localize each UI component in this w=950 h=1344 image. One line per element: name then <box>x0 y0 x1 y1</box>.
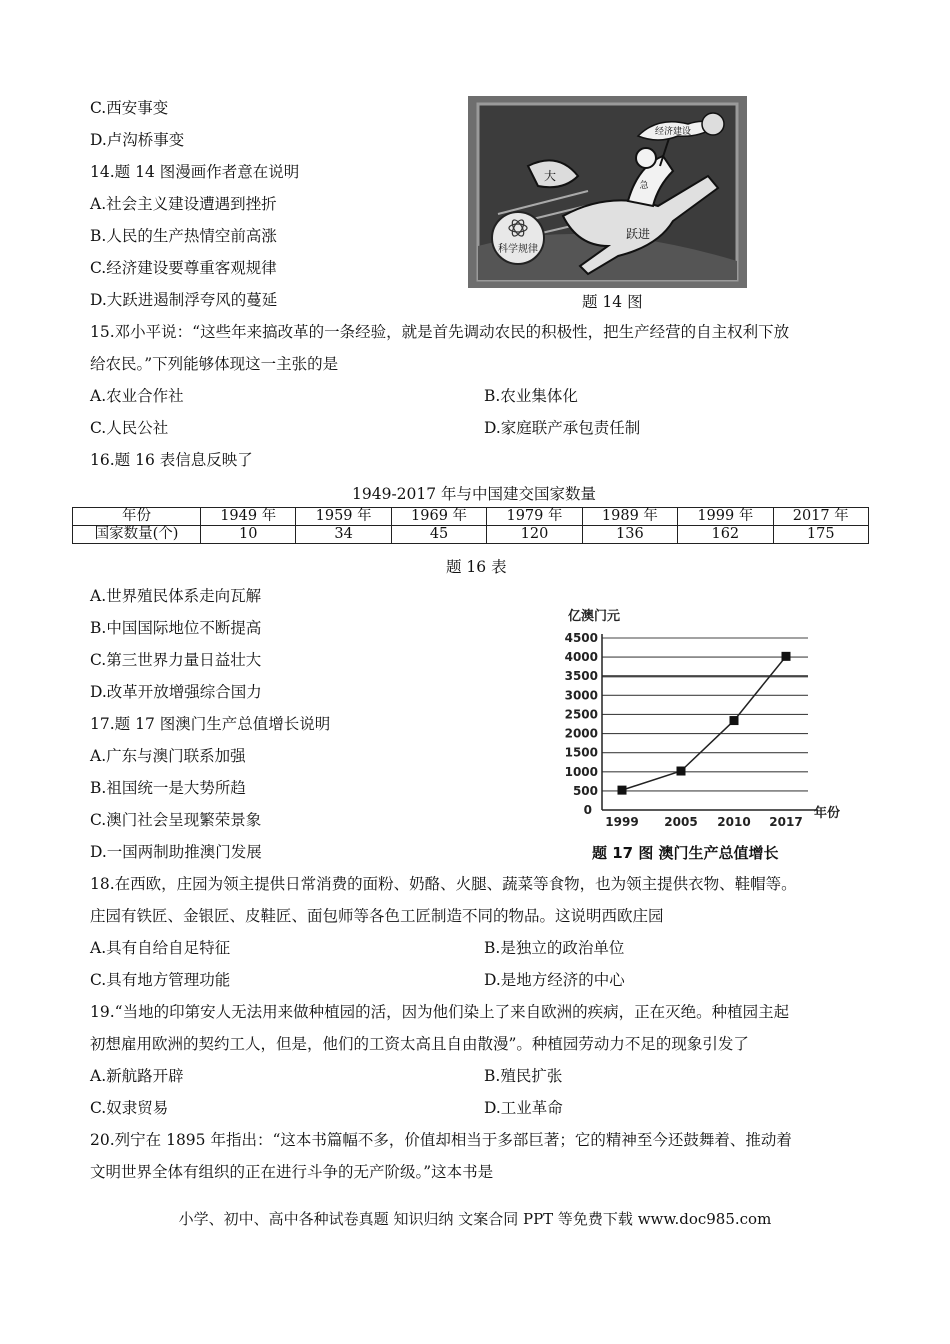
cartoon-rider-label: 急 <box>639 181 649 191</box>
q18-stem-line2: 庄园有铁匠、金银匠、皮鞋匠、面包师等各色工匠制造不同的物品。这说明西欧庄园 <box>90 907 664 925</box>
q15-stem-line1: 15.邓小平说：“这些年来搞改革的一条经验，就是首先调动农民的积极性，把生产经营的自主权利下放 <box>90 323 790 341</box>
y-tick-label: 1500 <box>564 745 598 760</box>
y-tick-label: 3000 <box>564 688 598 703</box>
y-tick-label: 2500 <box>564 707 598 722</box>
q19-option-b: B.殖民扩张 <box>484 1067 563 1085</box>
q15-option-d: D.家庭联产承包责任制 <box>484 419 641 437</box>
table-cell: 10 <box>201 526 296 544</box>
table-cell: 1959 年 <box>296 508 391 526</box>
q18-option-a: A.具有自给自足特征 <box>90 939 231 957</box>
table-cell: 34 <box>296 526 391 544</box>
table-row-counts <box>73 526 869 544</box>
q20-stem-line1: 20.列宁在 1895 年指出：“这本书篇幅不多，价值却相当于多部巨著；它的精神至今还鼓舞着、推动着 <box>90 1131 792 1149</box>
table-cell: 2017 年 <box>773 508 868 526</box>
chart-background <box>556 600 850 832</box>
table-cell: 1949 年 <box>201 508 296 526</box>
y-axis-label: 亿澳门元 <box>568 609 621 624</box>
q14-figure-caption: 题 14 图 <box>582 293 643 311</box>
q18-option-d: D.是地方经济的中心 <box>484 971 625 989</box>
q14-cartoon-image <box>468 96 747 288</box>
y-tick-label: 3500 <box>564 669 598 684</box>
q15-stem-line2: 给农民。”下列能够体现这一主张的是 <box>90 355 339 373</box>
table-cell: 1979 年 <box>487 508 582 526</box>
q17-option-d: D.一国两制助推澳门发展 <box>90 843 262 861</box>
y-tick-label: 500 <box>572 783 598 798</box>
q20-stem-line2: 文明世界全体有组织的正在进行斗争的无产阶级。”这本书是 <box>90 1163 494 1181</box>
x-tick-label: 1999 <box>605 815 639 829</box>
y-tick-label: 0 <box>583 803 592 817</box>
x-tick-label: 2017 <box>769 815 803 829</box>
q14-option-c: C.经济建设要尊重客观规律 <box>90 259 277 277</box>
q19-option-c: C.奴隶贸易 <box>90 1099 169 1117</box>
q19-option-a: A.新航路开辟 <box>90 1067 184 1085</box>
q15-option-b: B.农业集体化 <box>484 387 578 405</box>
q17-line-chart <box>556 600 850 832</box>
q16-stem: 16.题 16 表信息反映了 <box>90 451 253 469</box>
q17-option-a: A.广东与澳门联系加强 <box>90 747 246 765</box>
table-cell: 175 <box>773 526 868 544</box>
table-cell: 1969 年 <box>391 508 486 526</box>
x-axis-label: 年份 <box>814 806 841 821</box>
x-tick-label: 2005 <box>664 815 698 829</box>
y-tick-label: 1000 <box>564 764 598 779</box>
table-cell: 120 <box>487 526 582 544</box>
table-header-count: 国家数量(个) <box>73 526 201 544</box>
y-tick-label: 4500 <box>564 631 598 645</box>
x-tick-label: 2010 <box>717 815 751 829</box>
q14-stem: 14.题 14 图漫画作者意在说明 <box>90 163 300 181</box>
q17-figure-caption: 题 17 图 澳门生产总值增长 <box>592 844 779 862</box>
q17-option-c: C.澳门社会呈现繁荣景象 <box>90 811 262 829</box>
page-footer: 小学、初中、高中各种试卷真题 知识归纳 文案合同 PPT 等免费下载 www.doc985.com <box>178 1210 772 1228</box>
table-row-years <box>73 508 869 526</box>
cartoon-flag-label: 经济建设 <box>654 127 692 137</box>
q16-table-caption: 题 16 表 <box>446 558 507 576</box>
q14-option-a: A.社会主义建设遭遇到挫折 <box>90 195 277 213</box>
data-point <box>730 716 739 725</box>
y-tick-label: 2000 <box>564 726 598 741</box>
q14-option-d: D.大跃进遏制浮夸风的蔓延 <box>90 291 278 309</box>
q19-stem-line1: 19.“当地的印第安人无法用来做种植园的活，因为他们染上了来自欧洲的疾病，正在灭绝。种植园主起 <box>90 1003 790 1021</box>
q14-option-b: B.人民的生产热情空前高涨 <box>90 227 277 245</box>
q18-option-b: B.是独立的政治单位 <box>484 939 625 957</box>
q16-option-d: D.改革开放增强综合国力 <box>90 683 262 701</box>
data-point <box>677 767 686 776</box>
cartoon-horse-label-a: 大 <box>543 169 557 183</box>
data-point <box>618 786 627 795</box>
q17-option-b: B.祖国统一是大势所趋 <box>90 779 246 797</box>
q13-option-c: C.西安事变 <box>90 99 169 117</box>
q15-option-a: A.农业合作社 <box>90 387 184 405</box>
table-cell: 1999 年 <box>678 508 773 526</box>
q17-stem: 17.题 17 图澳门生产总值增长说明 <box>90 715 331 733</box>
y-tick-label: 4000 <box>564 650 598 665</box>
q18-option-c: C.具有地方管理功能 <box>90 971 231 989</box>
q13-option-d: D.卢沟桥事变 <box>90 131 185 149</box>
q16-table <box>72 507 869 544</box>
q15-option-c: C.人民公社 <box>90 419 169 437</box>
cartoon-horse-label-b: 跃进 <box>625 227 651 241</box>
data-point <box>782 652 791 661</box>
q18-stem-line1: 18.在西欧，庄园为领主提供日常消费的面粉、奶酪、火腿、蔬菜等食物，也为领主提供衣物、鞋帽等。 <box>90 875 797 893</box>
q16-option-b: B.中国国际地位不断提高 <box>90 619 262 637</box>
table-header-year: 年份 <box>73 508 201 526</box>
table-cell: 45 <box>391 526 486 544</box>
cartoon-ball-label: 科学规律 <box>498 244 538 255</box>
q16-option-a: A.世界殖民体系走向瓦解 <box>90 587 262 605</box>
q16-table-title: 1949-2017 年与中国建交国家数量 <box>352 485 597 503</box>
table-cell: 162 <box>678 526 773 544</box>
q16-option-c: C.第三世界力量日益壮大 <box>90 651 262 669</box>
q19-stem-line2: 初想雇用欧洲的契约工人，但是，他们的工资太高且自由散漫”。种植园劳动力不足的现象引发了 <box>90 1035 749 1053</box>
q19-option-d: D.工业革命 <box>484 1099 563 1117</box>
table-cell: 136 <box>582 526 677 544</box>
table-cell: 1989 年 <box>582 508 677 526</box>
